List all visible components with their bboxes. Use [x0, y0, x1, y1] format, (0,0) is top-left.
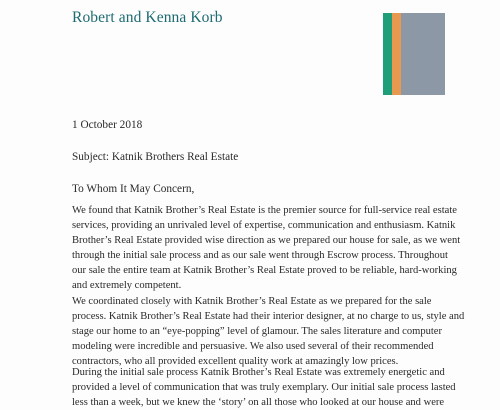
logo-stripe-green: [383, 13, 392, 95]
paragraph-line: contractors, who all provided excellent quality work at amazingly low prices.: [72, 356, 399, 368]
paragraph-1: [72, 203, 464, 294]
letter-salutation: To Whom It May Concern,: [72, 183, 195, 195]
paragraph-line: Brother’s Real Estate provided wise direction as we prepared our house for sale, as we went: [72, 235, 461, 247]
paragraph-line: modeling were incredible and persuasive. We also used several of their recommended: [72, 341, 434, 353]
paragraph-line: services, providing an unrivaled level of expertise, communication and enthusiasm. Katnik: [72, 220, 456, 232]
paragraph-3: [72, 365, 464, 410]
paragraph-line: We found that Katnik Brother’s Real Estate is the premier source for full-service real estate: [72, 205, 457, 216]
letterhead-logo: [383, 13, 445, 95]
paragraph-line: During the initial sale process Katnik Brother’s Real Estate was extremely energetic and: [72, 367, 445, 378]
letterhead-name: Robert and Kenna Korb: [72, 9, 223, 26]
letter-subject: Subject: Katnik Brothers Real Estate: [72, 151, 239, 163]
paragraph-line: provided a level of communication that was truly exemplary. Our initial sale process lasted: [72, 382, 456, 394]
paragraph-2: [72, 294, 464, 369]
paragraph-line: and extremely competent.: [72, 280, 182, 292]
logo-stripe-gray: [401, 13, 445, 95]
logo-stripe-orange: [392, 13, 401, 95]
paragraph-line: stage our home to an “eye-popping” level of glamour. The sales literature and computer: [72, 326, 442, 338]
paragraph-line: less than a week, but we knew the ‘story’ on all those who looked at our house and were: [72, 397, 445, 409]
paragraph-line: our sale the entire team at Katnik Brother’s Real Estate proved to be reliable, hard-working: [72, 265, 457, 277]
paragraph-line: We coordinated closely with Katnik Brother’s Real Estate as we prepared for the sale: [72, 296, 432, 307]
paragraph-line: through the initial sale process and as our sale went through Escrow process. Throughout: [72, 250, 448, 262]
paragraph-line: process. Katnik Brother’s Real Estate had their interior designer, at no charge to us, style and: [72, 311, 465, 323]
letter-date: 1 October 2018: [72, 119, 143, 131]
